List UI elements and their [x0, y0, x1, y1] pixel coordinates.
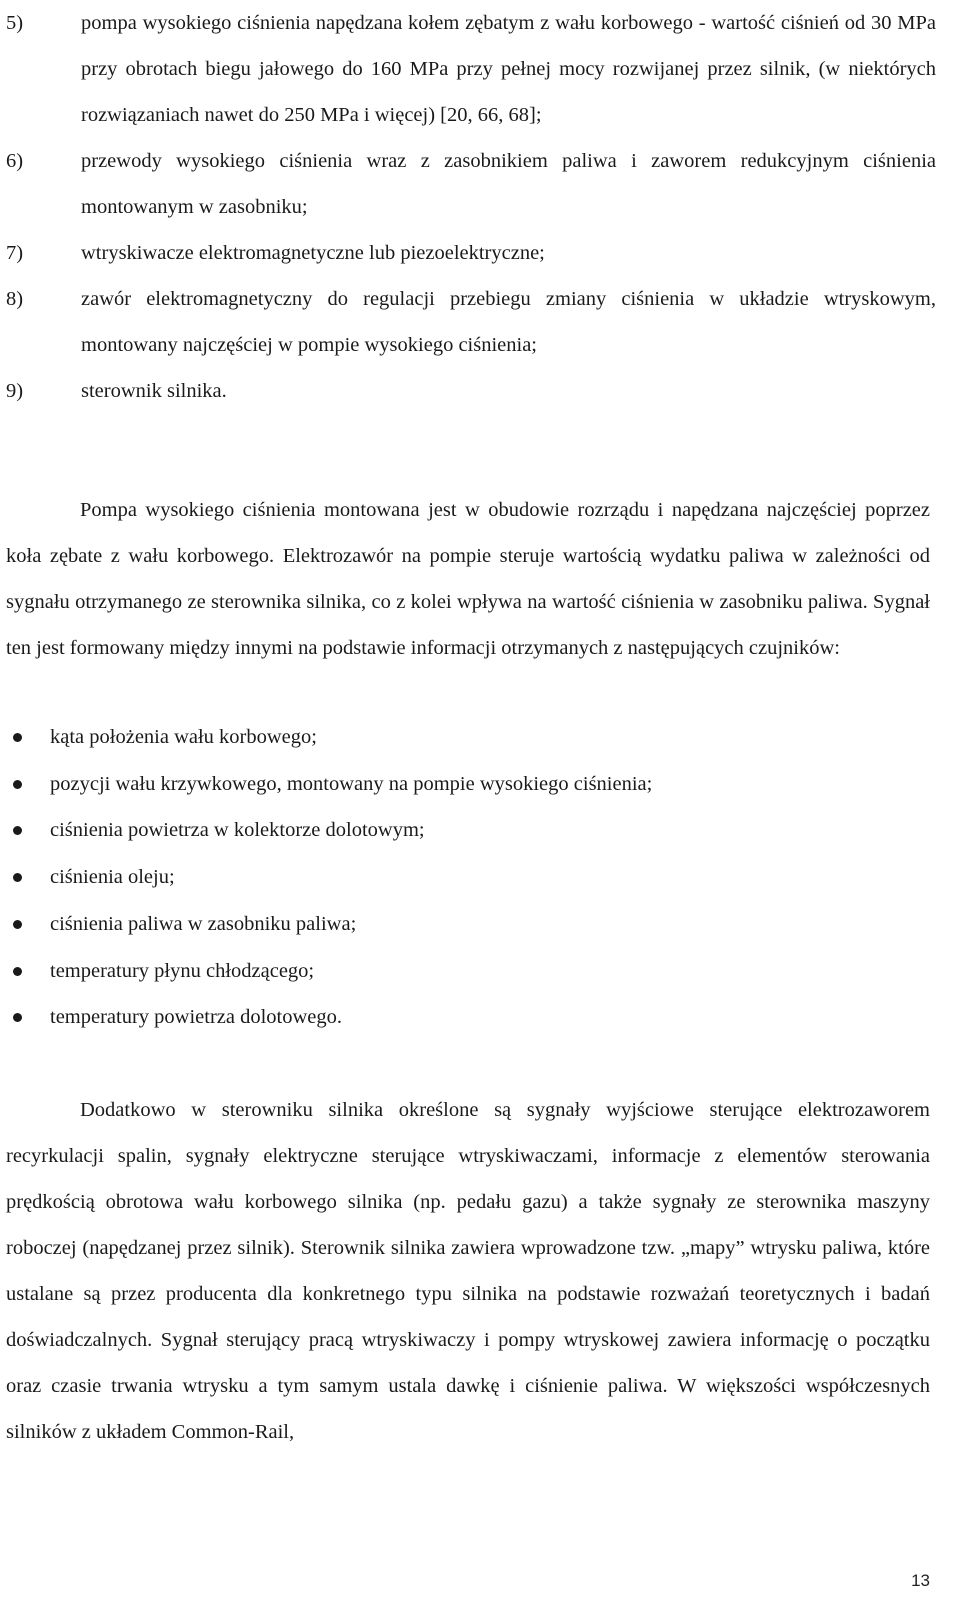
bullet-item: [6, 994, 930, 1041]
list-item: [6, 138, 936, 230]
list-item-text: przewody wysokiego ciśnienia wraz z zasobnikiem paliwa i zaworem redukcyjnym ciśnienia montowanym w zasobniku;: [81, 150, 936, 218]
bullet-item-text: ciśnienia oleju;: [50, 866, 175, 889]
sensor-bullet-list: [6, 714, 930, 1041]
list-number: 7): [6, 242, 24, 264]
bullet-dot-icon: [13, 1013, 22, 1022]
bullet-dot-icon: [13, 920, 22, 929]
bullet-dot-icon: [13, 780, 22, 789]
list-item: [6, 276, 936, 368]
bullet-dot-icon: [13, 873, 22, 882]
list-item-text: pompa wysokiego ciśnienia napędzana kołem zębatym z wału korbowego - wartość ciśnień od 30 MPa przy obrotach biegu jałowego do 160 MPa przy pełnej mocy rozwijanej przez silnik, (w niektórych rozwiązaniach nawet do 250 MPa i więcej) [20, 66, 68];: [81, 12, 936, 126]
page-number: 13: [911, 1571, 930, 1590]
numbered-list: [6, 0, 936, 414]
bullet-dot-icon: [13, 826, 22, 835]
bullet-item: [6, 901, 930, 948]
list-number: 5): [6, 12, 24, 34]
paragraph-controller: Dodatkowo w sterowniku silnika określone są sygnały wyjściowe sterujące elektrozaworem recyrkulacji spalin, sygnały elektryczne sterujące wtryskiwaczami, informacje z elementów sterowania prędkością obrotowa wału korbowego silnika (np. pedału gazu) a także sygnały ze sterownika maszyny roboczej (napędzanej przez silnik). Sterownik silnika zawiera wprowadzone tzw. „mapy” wtrysku paliwa, które ustalane są przez producenta dla konkretnego typu silnika na podstawie rozważań teoretycznych i badań doświadczalnych. Sygnał sterujący pracą wtryskiwaczy i pompy wtryskowej zawiera informację o początku oraz czasie trwania wtrysku a tym samym ustala dawkę i ciśnienie paliwa. W większości współczesnych silników z układem Common-Rail,: [6, 1099, 930, 1443]
paragraph-pump: Pompa wysokiego ciśnienia montowana jest w obudowie rozrządu i napędzana najczęściej poprzez koła zębate z wału korbowego. Elektrozawór na pompie steruje wartością wydatku paliwa w zależności od sygnału otrzymanego ze sterownika silnika, co z kolei wpływa na wartość ciśnienia w zasobniku paliwa. Sygnał ten jest formowany między innymi na podstawie informacji otrzymanych z następujących czujników:: [6, 499, 930, 659]
list-item-text: sterownik silnika.: [81, 380, 227, 402]
bullet-dot-icon: [13, 733, 22, 742]
bullet-item-text: pozycji wału krzywkowego, montowany na pompie wysokiego ciśnienia;: [50, 772, 653, 795]
list-item: [6, 230, 936, 276]
bullet-item: [6, 714, 930, 761]
bullet-item: [6, 854, 930, 901]
bullet-item: [6, 761, 930, 808]
list-number: 6): [6, 150, 24, 172]
bullet-item-text: ciśnienia paliwa w zasobniku paliwa;: [50, 912, 357, 935]
bullet-item: [6, 807, 930, 854]
bullet-item-text: temperatury powietrza dolotowego.: [50, 1006, 343, 1029]
list-item: [6, 0, 936, 138]
bullet-dot-icon: [13, 967, 22, 976]
bullet-item-text: kąta położenia wału korbowego;: [50, 726, 317, 748]
bullet-item: [6, 948, 930, 995]
list-item: [6, 368, 936, 414]
list-number: 9): [6, 380, 24, 402]
list-item-text: zawór elektromagnetyczny do regulacji przebiegu zmiany ciśnienia w układzie wtryskowym, montowany najczęściej w pompie wysokiego ciśnienia;: [81, 288, 936, 356]
list-number: 8): [6, 288, 24, 310]
list-item-text: wtryskiwacze elektromagnetyczne lub piezoelektryczne;: [81, 242, 545, 264]
bullet-item-text: temperatury płynu chłodzącego;: [50, 959, 315, 982]
bullet-item-text: ciśnienia powietrza w kolektorze dolotowym;: [50, 819, 425, 842]
